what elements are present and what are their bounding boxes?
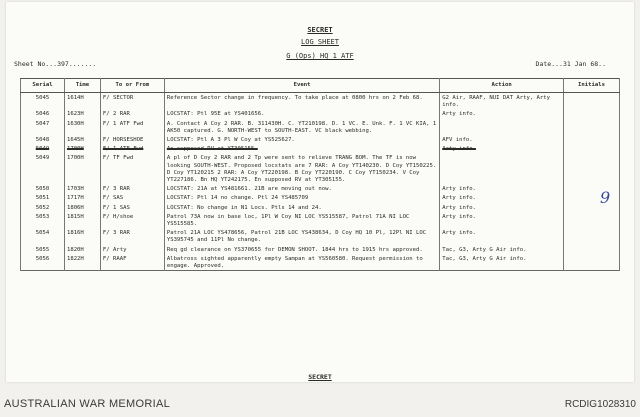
sheet-number: Sheet No...397.......	[14, 60, 97, 68]
col-initials: Initials	[564, 79, 620, 93]
unit-heading: G (Ops) HQ 1 ATF	[286, 52, 354, 60]
struck-out-row: 5049 1700H F/ 1 ATF Fwd As supposed RV at YT305155. Arty info.	[21, 144, 620, 153]
log-table	[20, 78, 620, 271]
table-row: 5048 1645H F/ HORSESHOE LOCSTAT: Ptl A 3 Pl W Coy at YS525627. AFV info.	[21, 135, 620, 144]
col-time: Time	[64, 79, 100, 93]
table-header-row	[21, 79, 620, 93]
table-row: 5053 1815H F/ H/shoe Patrol 73A now in base loc, 1Pl W Coy NI LOC YS515587, Patrol 71A NI LOC YS515585. Arty info.	[21, 212, 620, 228]
source-item-id: RCDIG1028310	[564, 399, 636, 410]
log-sheet-title: LOG SHEET	[301, 38, 339, 46]
initials-handwritten-mark: 9	[600, 188, 611, 207]
table-row: 5055 1820H F/ Arty Req gd clearance on YS370655 for DEMON SHOOT. 1844 hrs to 1915 hrs approved. Tac, G3, Arty G Air info.	[21, 245, 620, 254]
log-sheet-page	[6, 2, 634, 382]
source-bar	[0, 390, 640, 417]
col-serial: Serial	[21, 79, 65, 93]
table-row: 5047 1630H F/ 1 ATF Fwd A. Contact A Coy 2 RAR. B. 311430H. C. YT210198. D. 1 VC. E. Unk. F. 1 VC KIA, 1 AK50 captured. G. NORTH-WEST to SOUTH-EAST. VC black webbing.	[21, 119, 620, 135]
classification-footer: SECRET	[308, 373, 332, 381]
sheet-date: Date...31 Jan 68..	[535, 60, 606, 68]
classification-header: SECRET	[307, 26, 333, 34]
table-row: 5056 1822H F/ RAAF Albatross sighted apparently empty Sampan at YS560580. Request permission to engage. Approved. Tac, G3, Arty G Air info.	[21, 254, 620, 271]
table-row: 5051 1717H F/ SAS LOCSTAT: Ptl 14 no change. Ptl 24 YS485709 Arty info.	[21, 193, 620, 202]
table-row: 5046 1623H F/ 2 RAR LOCSTAT: Ptl 95E at YS401656. Arty info.	[21, 109, 620, 118]
col-action: Action	[440, 79, 564, 93]
table-row: 5050 1703H F/ 3 RAR LOCSTAT: 21A at YS481661. 21B are moving out now. Arty info.	[21, 184, 620, 193]
table-row: 5049 1700H F/ TF Fwd A pl of D Coy 2 RAR and 2 Tp were sent to relieve TRANG BOM. The TF is now looking SOUTH-WEST. Proposed locstats are 7 RAR: A Coy YT140230. D Coy YT150225. D Coy YT120215 2 RAR: A Coy YT220198. B Coy YT220190. C Coy YT150234. V Coy YT227186. Bn HQ YT242175. En supposed RV at YT305155.	[21, 153, 620, 184]
col-to-from: To or From	[100, 79, 164, 93]
table-row: 5054 1816H F/ 3 RAR Patrol 21A LOC YS478656, Patrol 21B LOC YS438634, D Coy HQ 10 Pl, 12Pl NI LOC YS395745 and 11Pl No change. Arty info.	[21, 228, 620, 244]
col-event: Event	[164, 79, 439, 93]
source-institution: AUSTRALIAN WAR MEMORIAL	[4, 398, 171, 410]
table-row: 5045 1614H F/ SECTOR Reference Sector change in frequency. To take place at 0800 hrs on 2 Feb 68. G2 Air, RAAF, NUI DAT Arty, Arty info.	[21, 93, 620, 110]
table-row: 5052 1806H F/ 1 SAS LOCSTAT: No change in N1 Locs. Ptls 14 and 24. Arty info.	[21, 203, 620, 212]
